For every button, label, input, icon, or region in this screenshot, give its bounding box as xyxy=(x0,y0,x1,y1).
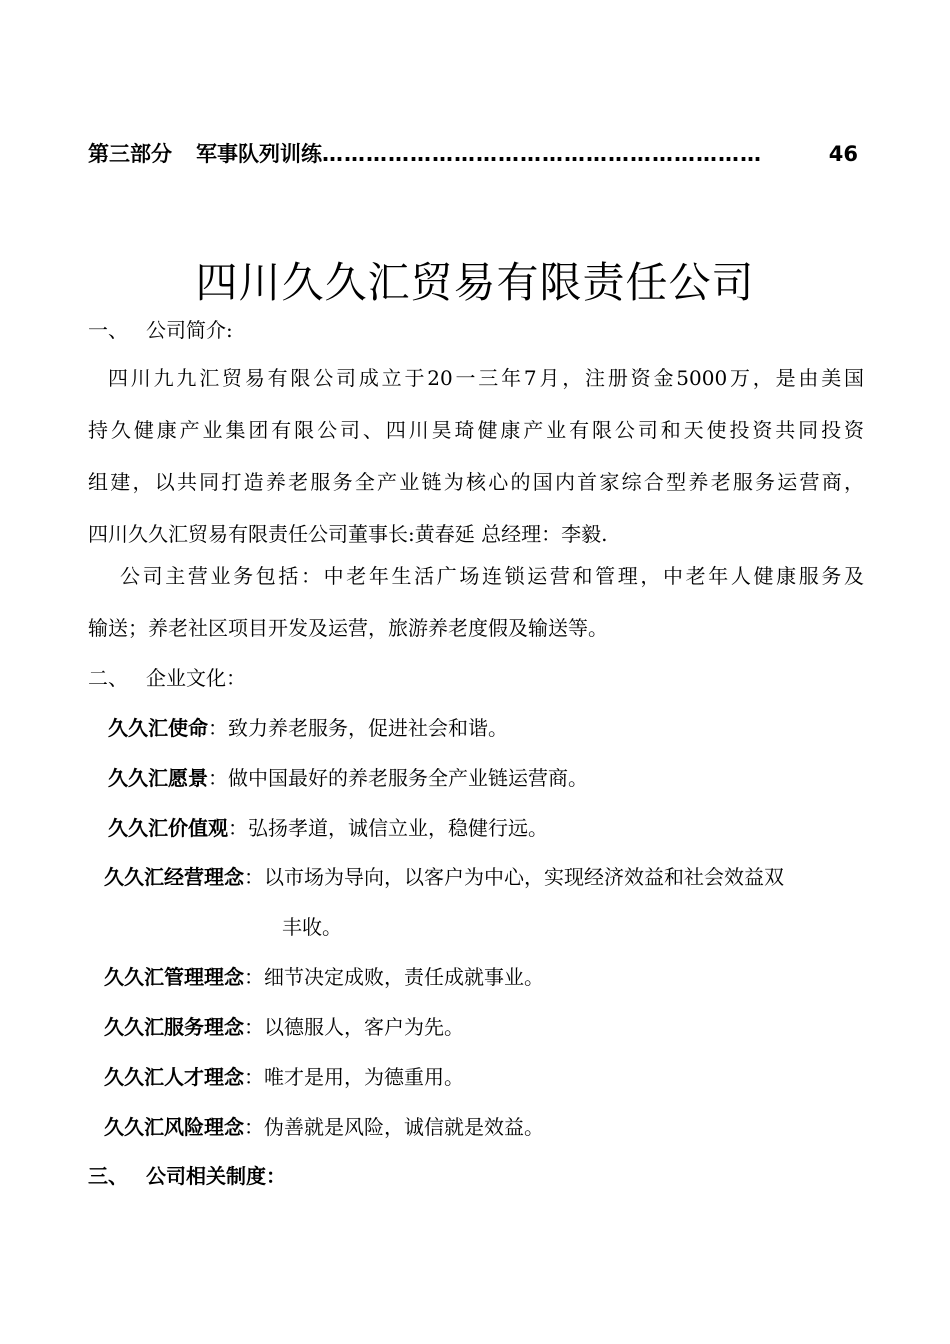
culture-item-risk-philosophy xyxy=(104,1111,544,1140)
culture-item-talent-philosophy xyxy=(104,1061,464,1090)
culture-item-business-philosophy xyxy=(104,861,784,890)
document-title: 四川久久汇贸易有限责任公司 xyxy=(195,258,755,307)
toc-leader-dots: …………………………………………………… xyxy=(322,142,762,166)
culture-item-text: ：做中国最好的养老服务全产业链运营商。 xyxy=(208,766,588,790)
culture-item-continuation: 丰收。 xyxy=(282,915,342,939)
business-line: 输送；养老社区项目开发及运营，旅游养老度假及输送等。 xyxy=(88,616,608,640)
section-2-title: 企业文化： xyxy=(146,666,246,690)
culture-item-label: 久久汇经营理念 xyxy=(104,865,244,889)
culture-item-management-philosophy xyxy=(104,961,544,990)
section-1-heading xyxy=(88,314,233,343)
culture-item-text: ：唯才是用，为德重用。 xyxy=(244,1065,464,1089)
culture-item-label: 久久汇管理理念 xyxy=(104,965,244,989)
culture-item-values xyxy=(108,812,548,841)
intro-line: 组建，以共同打造养老服务全产业链为核心的国内首家综合型养老服务运营商， xyxy=(88,470,864,494)
culture-item-label: 久久汇服务理念 xyxy=(104,1015,244,1039)
intro-line: 四川久久汇贸易有限责任公司董事长:黄春延 总经理：李毅. xyxy=(88,522,608,546)
culture-item-text: ：以德服人，客户为先。 xyxy=(244,1015,464,1039)
section-3-title: 公司相关制度： xyxy=(146,1164,286,1188)
culture-item-label: 久久汇风险理念 xyxy=(104,1115,244,1139)
culture-item-service-philosophy xyxy=(104,1011,464,1040)
company-intro-paragraph xyxy=(88,352,864,560)
culture-item-text: ：细节决定成败，责任成就事业。 xyxy=(244,965,544,989)
business-line: 公司主营业务包括：中老年生活广场连锁运营和管理，中老年人健康服务及 xyxy=(120,564,864,588)
culture-item-label: 久久汇人才理念 xyxy=(104,1065,244,1089)
toc-page-number: 46 xyxy=(828,142,858,166)
business-scope-paragraph xyxy=(88,550,864,654)
culture-item-label: 久久汇愿景 xyxy=(108,766,208,790)
culture-item-label: 久久汇价值观 xyxy=(108,816,228,840)
toc-part-label: 第三部分 xyxy=(88,142,172,166)
culture-item-text: ：以市场为导向，以客户为中心，实现经济效益和社会效益双 xyxy=(244,865,784,889)
culture-item-text: ：弘扬孝道，诚信立业，稳健行远。 xyxy=(228,816,548,840)
toc-title: 军事队列训练 xyxy=(196,142,322,166)
section-1-title: 公司简介: xyxy=(146,318,233,342)
culture-item-text: ：致力养老服务，促进社会和谐。 xyxy=(208,716,508,740)
culture-item-label: 久久汇使命 xyxy=(108,716,208,740)
toc-entry xyxy=(88,138,858,168)
section-1-number: 一、 xyxy=(88,318,128,342)
section-3-number: 三、 xyxy=(88,1164,128,1188)
intro-line: 持久健康产业集团有限公司、四川昊琦健康产业有限公司和天使投资共同投资 xyxy=(88,418,864,442)
culture-item-vision xyxy=(108,762,588,791)
intro-line: 四川九九汇贸易有限公司成立于20一三年7月，注册资金5000万，是由美国 xyxy=(108,366,864,390)
section-2-heading xyxy=(88,662,246,691)
section-2-number: 二、 xyxy=(88,666,128,690)
section-3-heading xyxy=(88,1160,286,1189)
culture-item-mission xyxy=(108,712,508,741)
culture-item-text: ：伪善就是风险，诚信就是效益。 xyxy=(244,1115,544,1139)
